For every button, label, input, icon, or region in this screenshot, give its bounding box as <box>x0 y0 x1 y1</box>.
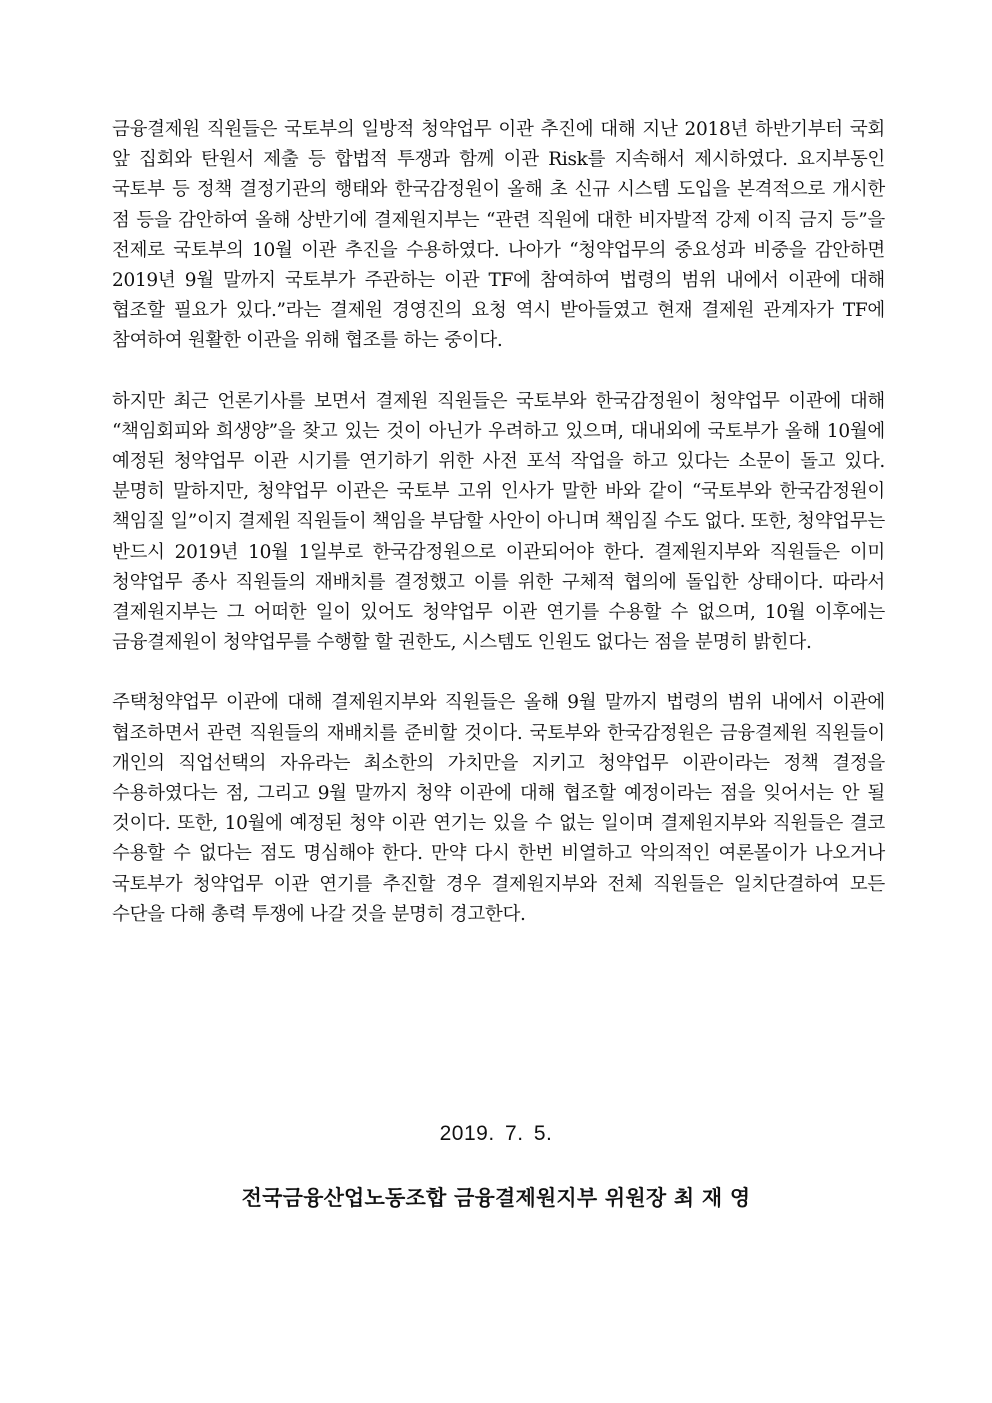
document-date: 2019. 7. 5. <box>439 1122 553 1145</box>
paragraph-3: 주택청약업무 이관에 대해 결제원지부와 직원들은 올해 9월 말까지 법령의 범위 내에서 이관에 협조하면서 관련 직원들의 재배치를 준비할 것이다. 국토부와 한국감정원은 금융결제원 직원들이 개인의 직업선택의 자유라는 최소한의 가치만을 지키고 청약업무 이관이라는 정책 결정을 수용하였다는 점, 그리고 9월 말까지 청약 이관에 대해 협조할 예정이라는 점을 잊어서는 안 될 것이다. 또한, 10월에 예정된 청약 이관 연기는 있을 수 없는 일이며 결제원지부와 직원들은 결코 수용할 수 없다는 점도 명심해야 한다. 만약 다시 한번 비열하고 악의적인 여론몰이가 나오거나 국토부가 청약업무 이관 연기를 추진할 경우 결제원지부와 전체 직원들은 일치단결하여 모든 수단을 다해 총력 투쟁에 나갈 것을 분명히 경고한다. <box>112 692 885 925</box>
paragraph-2: 하지만 최근 언론기사를 보면서 결제원 직원들은 국토부와 한국감정원이 청약업무 이관에 대해 “책임회피와 희생양”을 찾고 있는 것이 아닌가 우려하고 있으며, 대내외에 국토부가 올해 10월에 예정된 청약업무 이관 시기를 연기하기 위한 사전 포석 작업을 하고 있다는 소문이 돌고 있다. 분명히 말하지만, 청약업무 이관은 국토부 고위 인사가 말한 바와 같이 “국토부와 한국감정원이 책임질 일”이지 결제원 직원들이 책임을 부담할 사안이 아니며 책임질 수도 없다. 또한, 청약업무는 반드시 2019년 10월 1일부로 한국감정원으로 이관되어야 한다. 결제원지부와 직원들은 이미 청약업무 종사 직원들의 재배치를 결정했고 이를 위한 구체적 협의에 돌입한 상태이다. 따라서 결제원지부는 그 어떠한 일이 있어도 청약업무 이관 연기를 수용할 수 없으며, 10월 이후에는 금융결제원이 청약업무를 수행할 할 권한도, 시스템도 인원도 없다는 점을 분명히 밝힌다. <box>112 390 885 654</box>
paragraph-1: 금융결제원 직원들은 국토부의 일방적 청약업무 이관 추진에 대해 지난 2018년 하반기부터 국회 앞 집회와 탄원서 제출 등 합법적 투쟁과 함께 이관 Risk를 지속해서 제시하였다. 요지부동인 국토부 등 정책 결정기관의 행태와 한국감정원이 올해 초 신규 시스템 도입을 본격적으로 개시한 점 등을 감안하여 올해 상반기에 결제원지부는 “관련 직원에 대한 비자발적 강제 이직 금지 등”을 전제로 국토부의 10월 이관 추진을 수용하였다. 나아가 “청약업무의 중요성과 비중을 감안하면 2019년 9월 말까지 국토부가 주관하는 이관 TF에 참여하여 법령의 범위 내에서 이관에 대해 협조할 필요가 있다.”라는 결제원 경영진의 요청 역시 받아들였고 현재 결제원 관계자가 TF에 참여하여 원활한 이관을 위해 협조를 하는 중이다. <box>112 119 885 352</box>
document-body <box>112 115 885 930</box>
signature-line: 전국금융산업노동조합 금융결제원지부 위원장 최 재 영 <box>241 1186 751 1210</box>
